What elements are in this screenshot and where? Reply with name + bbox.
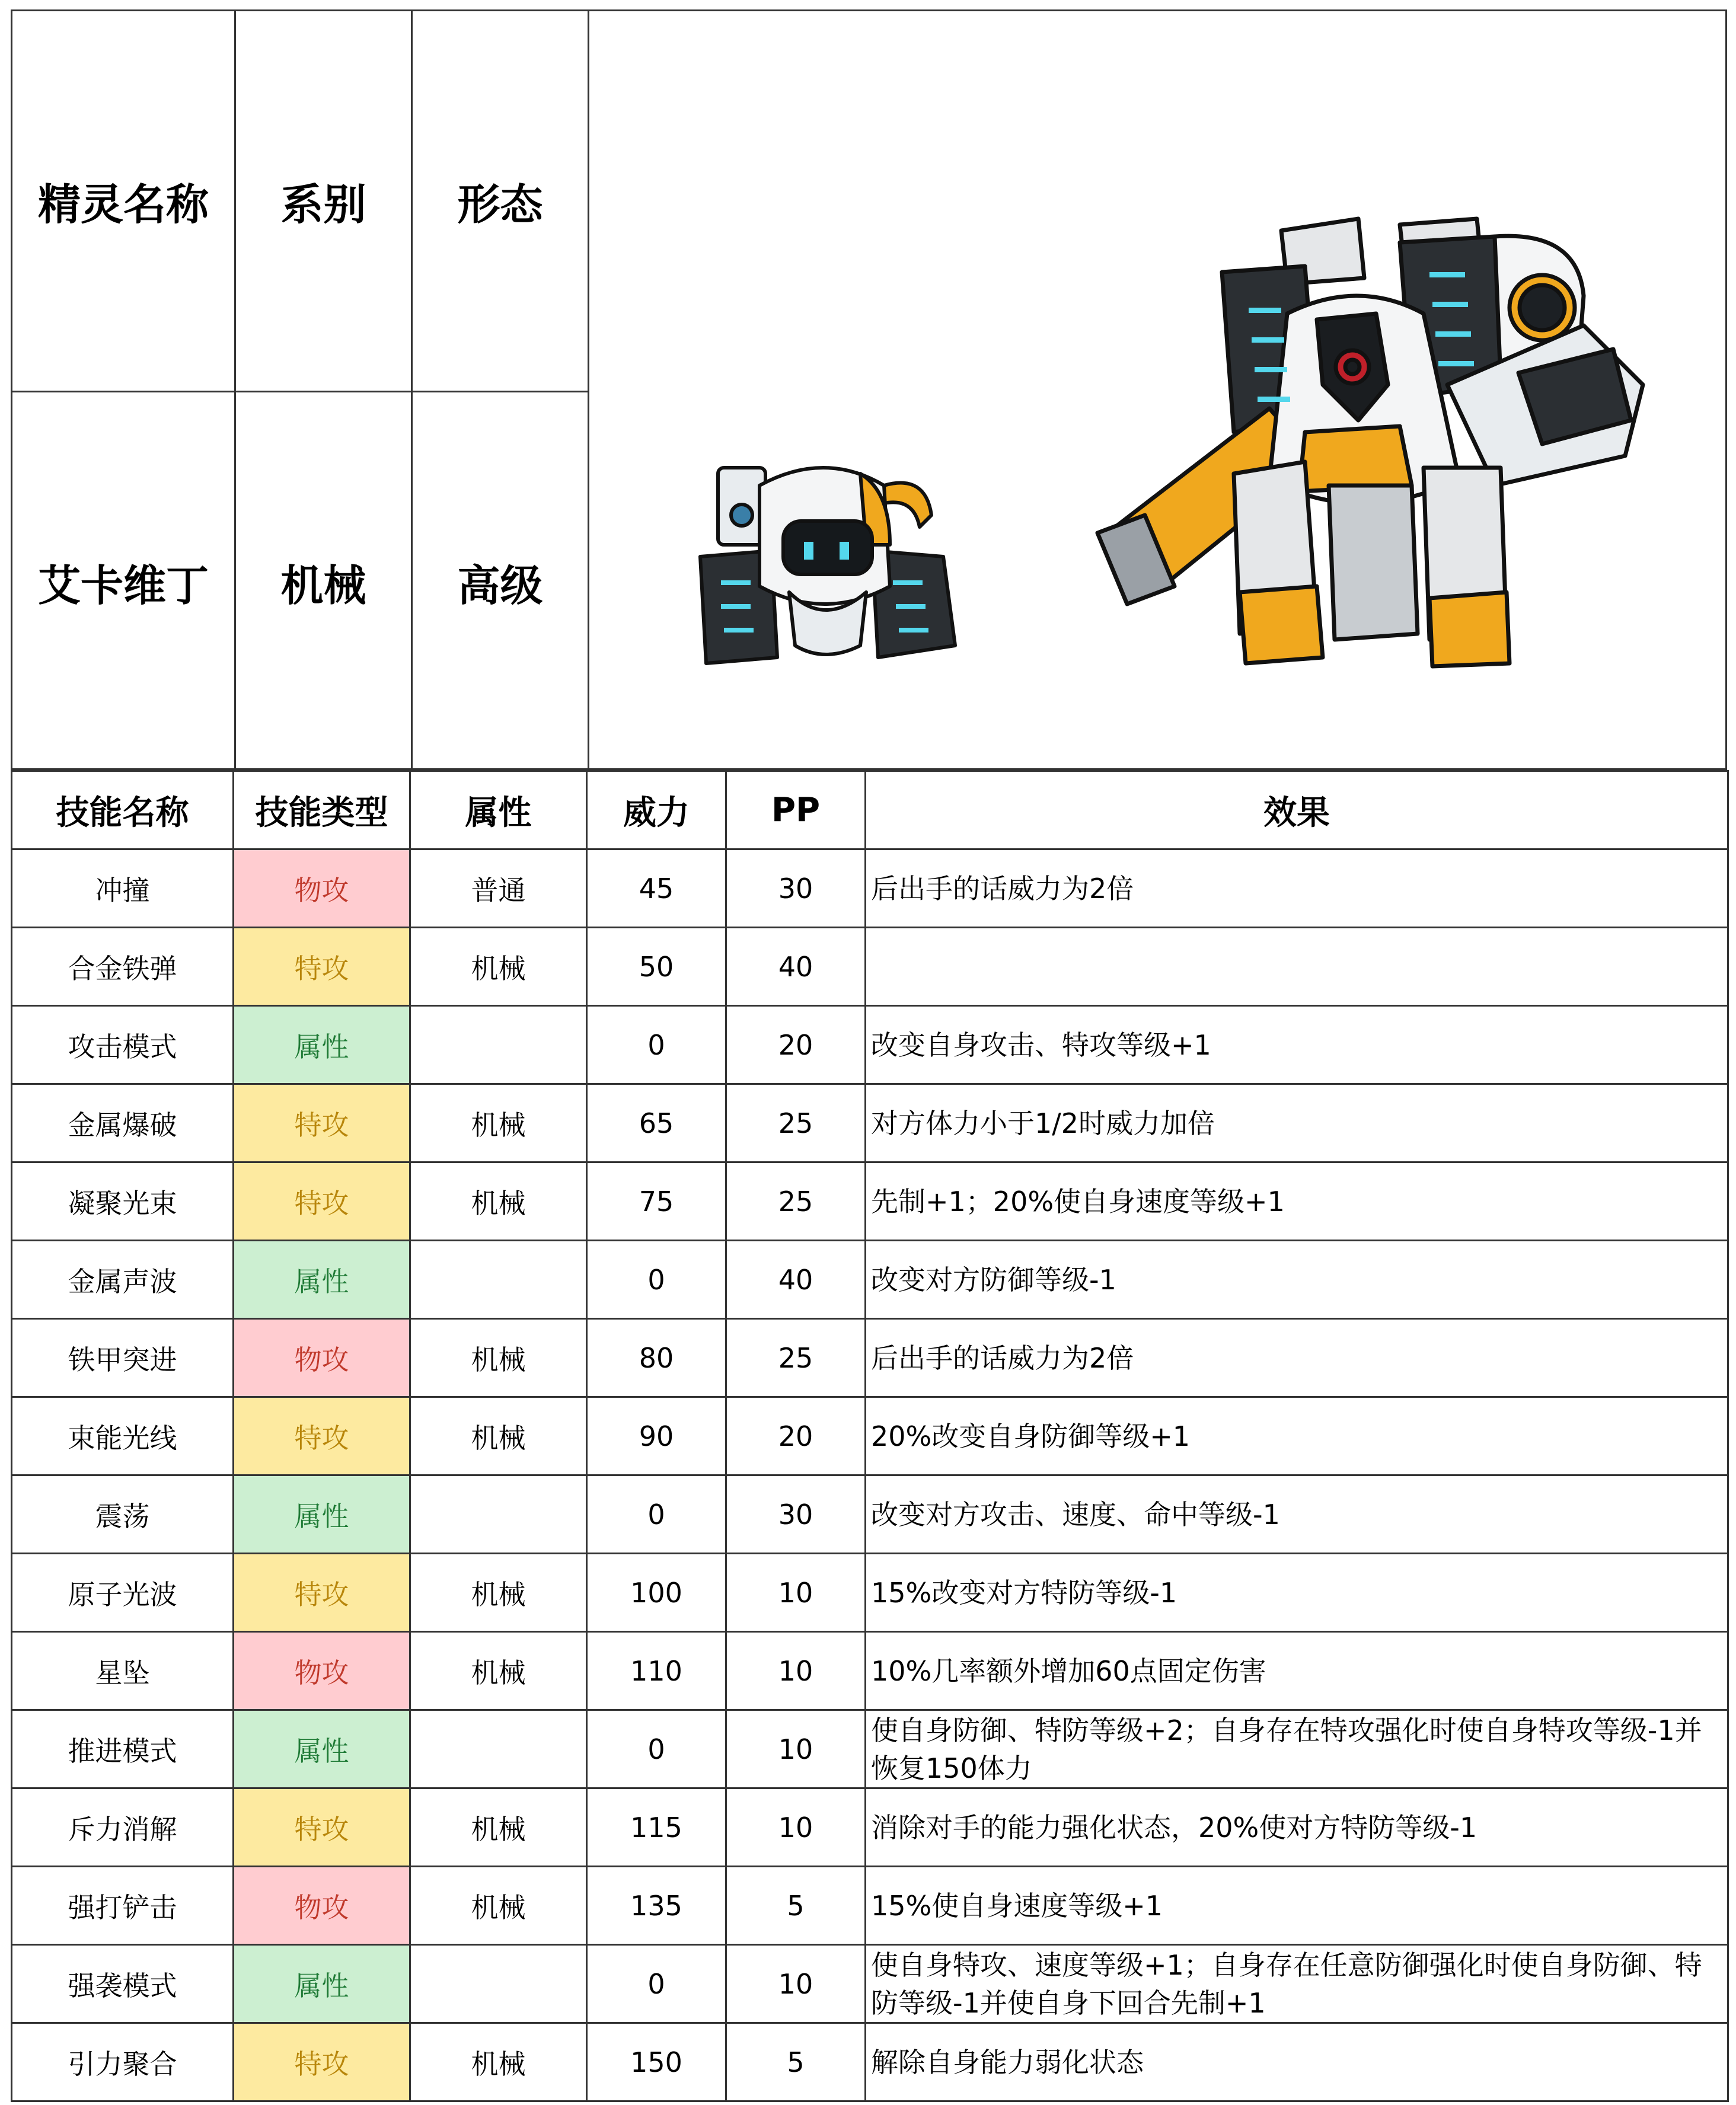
table-row [12,1006,1728,1084]
skill-effect-cell: 先制+1；20%使自身速度等级+1 [866,1162,1728,1241]
skill-name-cell: 铁甲突进 [12,1319,234,1397]
label-pet-form: 形态 [457,180,543,229]
skill-name-cell: 束能光线 [12,1397,234,1475]
table-row [12,2023,1728,2101]
skill-pp-cell: 10 [726,1632,866,1710]
skill-effect-cell: 10%几率额外增加60点固定伤害 [866,1632,1728,1710]
col-skill-effect: 效果 [866,771,1728,849]
skill-name-cell: 金属声波 [12,1241,234,1319]
skill-attribute-cell: 机械 [410,1867,587,1945]
skill-category-cell: 属性 [234,1475,410,1554]
skill-category-cell: 特攻 [234,1084,410,1162]
label-pet-type: 系别 [280,180,366,229]
col-skill-name: 技能名称 [12,771,234,849]
skill-attribute-cell: 机械 [410,1554,587,1632]
skill-power-cell: 90 [587,1397,726,1475]
skill-effect-cell: 消除对手的能力强化状态，20%使对方特防等级-1 [866,1788,1728,1867]
skill-category-cell: 特攻 [234,1397,410,1475]
pet-sprite-base-form [688,450,979,675]
skill-power-cell: 50 [587,928,726,1006]
skill-pp-cell: 30 [726,1475,866,1554]
skill-attribute-cell: 机械 [410,2023,587,2101]
skill-effect-cell: 后出手的话威力为2倍 [866,1319,1728,1397]
skill-name-cell: 凝聚光束 [12,1162,234,1241]
col-skill-category: 技能类型 [234,771,410,849]
skill-name-cell: 原子光波 [12,1554,234,1632]
table-row [12,928,1728,1006]
skill-attribute-cell [410,1241,587,1319]
skill-effect-cell: 使自身特攻、速度等级+1；自身存在任意防御强化时使自身防御、特防等级-1并使自身下回合先制+1 [866,1945,1728,2023]
table-row [12,1554,1728,1632]
table-row [12,1632,1728,1710]
col-skill-pp: PP [726,771,866,849]
label-pet-name: 精灵名称 [37,180,209,229]
skill-category-cell: 物攻 [234,1632,410,1710]
skill-sheet [11,9,1727,2096]
skill-attribute-cell [410,1710,587,1788]
skill-power-cell: 110 [587,1632,726,1710]
skill-pp-cell: 40 [726,1241,866,1319]
skill-table [11,770,1729,2102]
skill-attribute-cell: 机械 [410,1319,587,1397]
skill-category-cell: 属性 [234,1241,410,1319]
table-row [12,1397,1728,1475]
skill-category-cell: 特攻 [234,928,410,1006]
skill-effect-cell: 改变对方防御等级-1 [866,1241,1728,1319]
skill-pp-cell: 40 [726,928,866,1006]
value-pet-name: 艾卡维丁 [37,561,209,611]
skill-category-cell: 属性 [234,1006,410,1084]
skill-pp-cell: 5 [726,1867,866,1945]
skill-effect-cell: 解除自身能力弱化状态 [866,2023,1728,2101]
table-row [12,1241,1728,1319]
table-row [12,1475,1728,1554]
skill-power-cell: 75 [587,1162,726,1241]
skill-effect-cell: 对方体力小于1/2时威力加倍 [866,1084,1728,1162]
skill-effect-cell: 后出手的话威力为2倍 [866,849,1728,928]
skill-power-cell: 115 [587,1788,726,1867]
skill-effect-cell: 15%改变对方特防等级-1 [866,1554,1728,1632]
skill-category-cell: 物攻 [234,849,410,928]
skill-category-cell: 属性 [234,1945,410,2023]
skill-effect-cell: 20%改变自身防御等级+1 [866,1397,1728,1475]
skill-name-cell: 强袭模式 [12,1945,234,2023]
pet-sprite-advanced-form [1092,207,1667,681]
skill-category-cell: 特攻 [234,1554,410,1632]
skill-name-cell: 强打铲击 [12,1867,234,1945]
skill-category-cell: 属性 [234,1710,410,1788]
skill-name-cell: 星坠 [12,1632,234,1710]
skill-attribute-cell: 机械 [410,1162,587,1241]
value-pet-type: 机械 [280,561,366,611]
skill-name-cell: 引力聚合 [12,2023,234,2101]
skill-pp-cell: 30 [726,849,866,928]
skill-attribute-cell [410,1945,587,2023]
skill-power-cell: 100 [587,1554,726,1632]
skill-attribute-cell: 普通 [410,849,587,928]
table-row [12,1162,1728,1241]
skill-effect-cell [866,928,1728,1006]
skill-pp-cell: 5 [726,2023,866,2101]
skill-category-cell: 特攻 [234,1162,410,1241]
skill-pp-cell: 25 [726,1084,866,1162]
skill-power-cell: 150 [587,2023,726,2101]
skill-pp-cell: 10 [726,1554,866,1632]
skill-pp-cell: 20 [726,1397,866,1475]
skill-category-cell: 物攻 [234,1867,410,1945]
skill-power-cell: 0 [587,1945,726,2023]
table-row [12,1867,1728,1945]
skill-pp-cell: 10 [726,1710,866,1788]
col-skill-power: 威力 [587,771,726,849]
table-row [12,1319,1728,1397]
skill-power-cell: 65 [587,1084,726,1162]
skill-attribute-cell: 机械 [410,1084,587,1162]
col-skill-attribute: 属性 [410,771,587,849]
skill-name-cell: 推进模式 [12,1710,234,1788]
skill-name-cell: 斥力消解 [12,1788,234,1867]
skill-attribute-cell [410,1475,587,1554]
skill-attribute-cell: 机械 [410,1397,587,1475]
table-row [12,1788,1728,1867]
skill-name-cell: 震荡 [12,1475,234,1554]
skill-category-cell: 物攻 [234,1319,410,1397]
skill-name-cell: 合金铁弹 [12,928,234,1006]
skill-attribute-cell: 机械 [410,1788,587,1867]
table-row [12,1710,1728,1788]
skill-power-cell: 0 [587,1241,726,1319]
skill-name-cell: 金属爆破 [12,1084,234,1162]
skill-attribute-cell: 机械 [410,1632,587,1710]
skill-power-cell: 135 [587,1867,726,1945]
skill-pp-cell: 25 [726,1162,866,1241]
skill-effect-cell: 改变自身攻击、特攻等级+1 [866,1006,1728,1084]
pet-header [11,9,1727,770]
skill-attribute-cell: 机械 [410,928,587,1006]
skill-power-cell: 45 [587,849,726,928]
skill-category-cell: 特攻 [234,2023,410,2101]
skill-power-cell: 0 [587,1710,726,1788]
skill-name-cell: 攻击模式 [12,1006,234,1084]
skill-pp-cell: 25 [726,1319,866,1397]
skill-pp-cell: 10 [726,1945,866,2023]
skill-power-cell: 80 [587,1319,726,1397]
skill-effect-cell: 改变对方攻击、速度、命中等级-1 [866,1475,1728,1554]
skill-effect-cell: 15%使自身速度等级+1 [866,1867,1728,1945]
skill-effect-cell: 使自身防御、特防等级+2；自身存在特攻强化时使自身特攻等级-1并恢复150体力 [866,1710,1728,1788]
value-pet-form: 高级 [457,561,543,611]
skill-category-cell: 特攻 [234,1788,410,1867]
table-row [12,1084,1728,1162]
table-row [12,849,1728,928]
skill-power-cell: 0 [587,1006,726,1084]
skill-pp-cell: 20 [726,1006,866,1084]
skill-attribute-cell [410,1006,587,1084]
skill-pp-cell: 10 [726,1788,866,1867]
skill-name-cell: 冲撞 [12,849,234,928]
skill-power-cell: 0 [587,1475,726,1554]
table-header-row [12,771,1728,849]
table-row [12,1945,1728,2023]
